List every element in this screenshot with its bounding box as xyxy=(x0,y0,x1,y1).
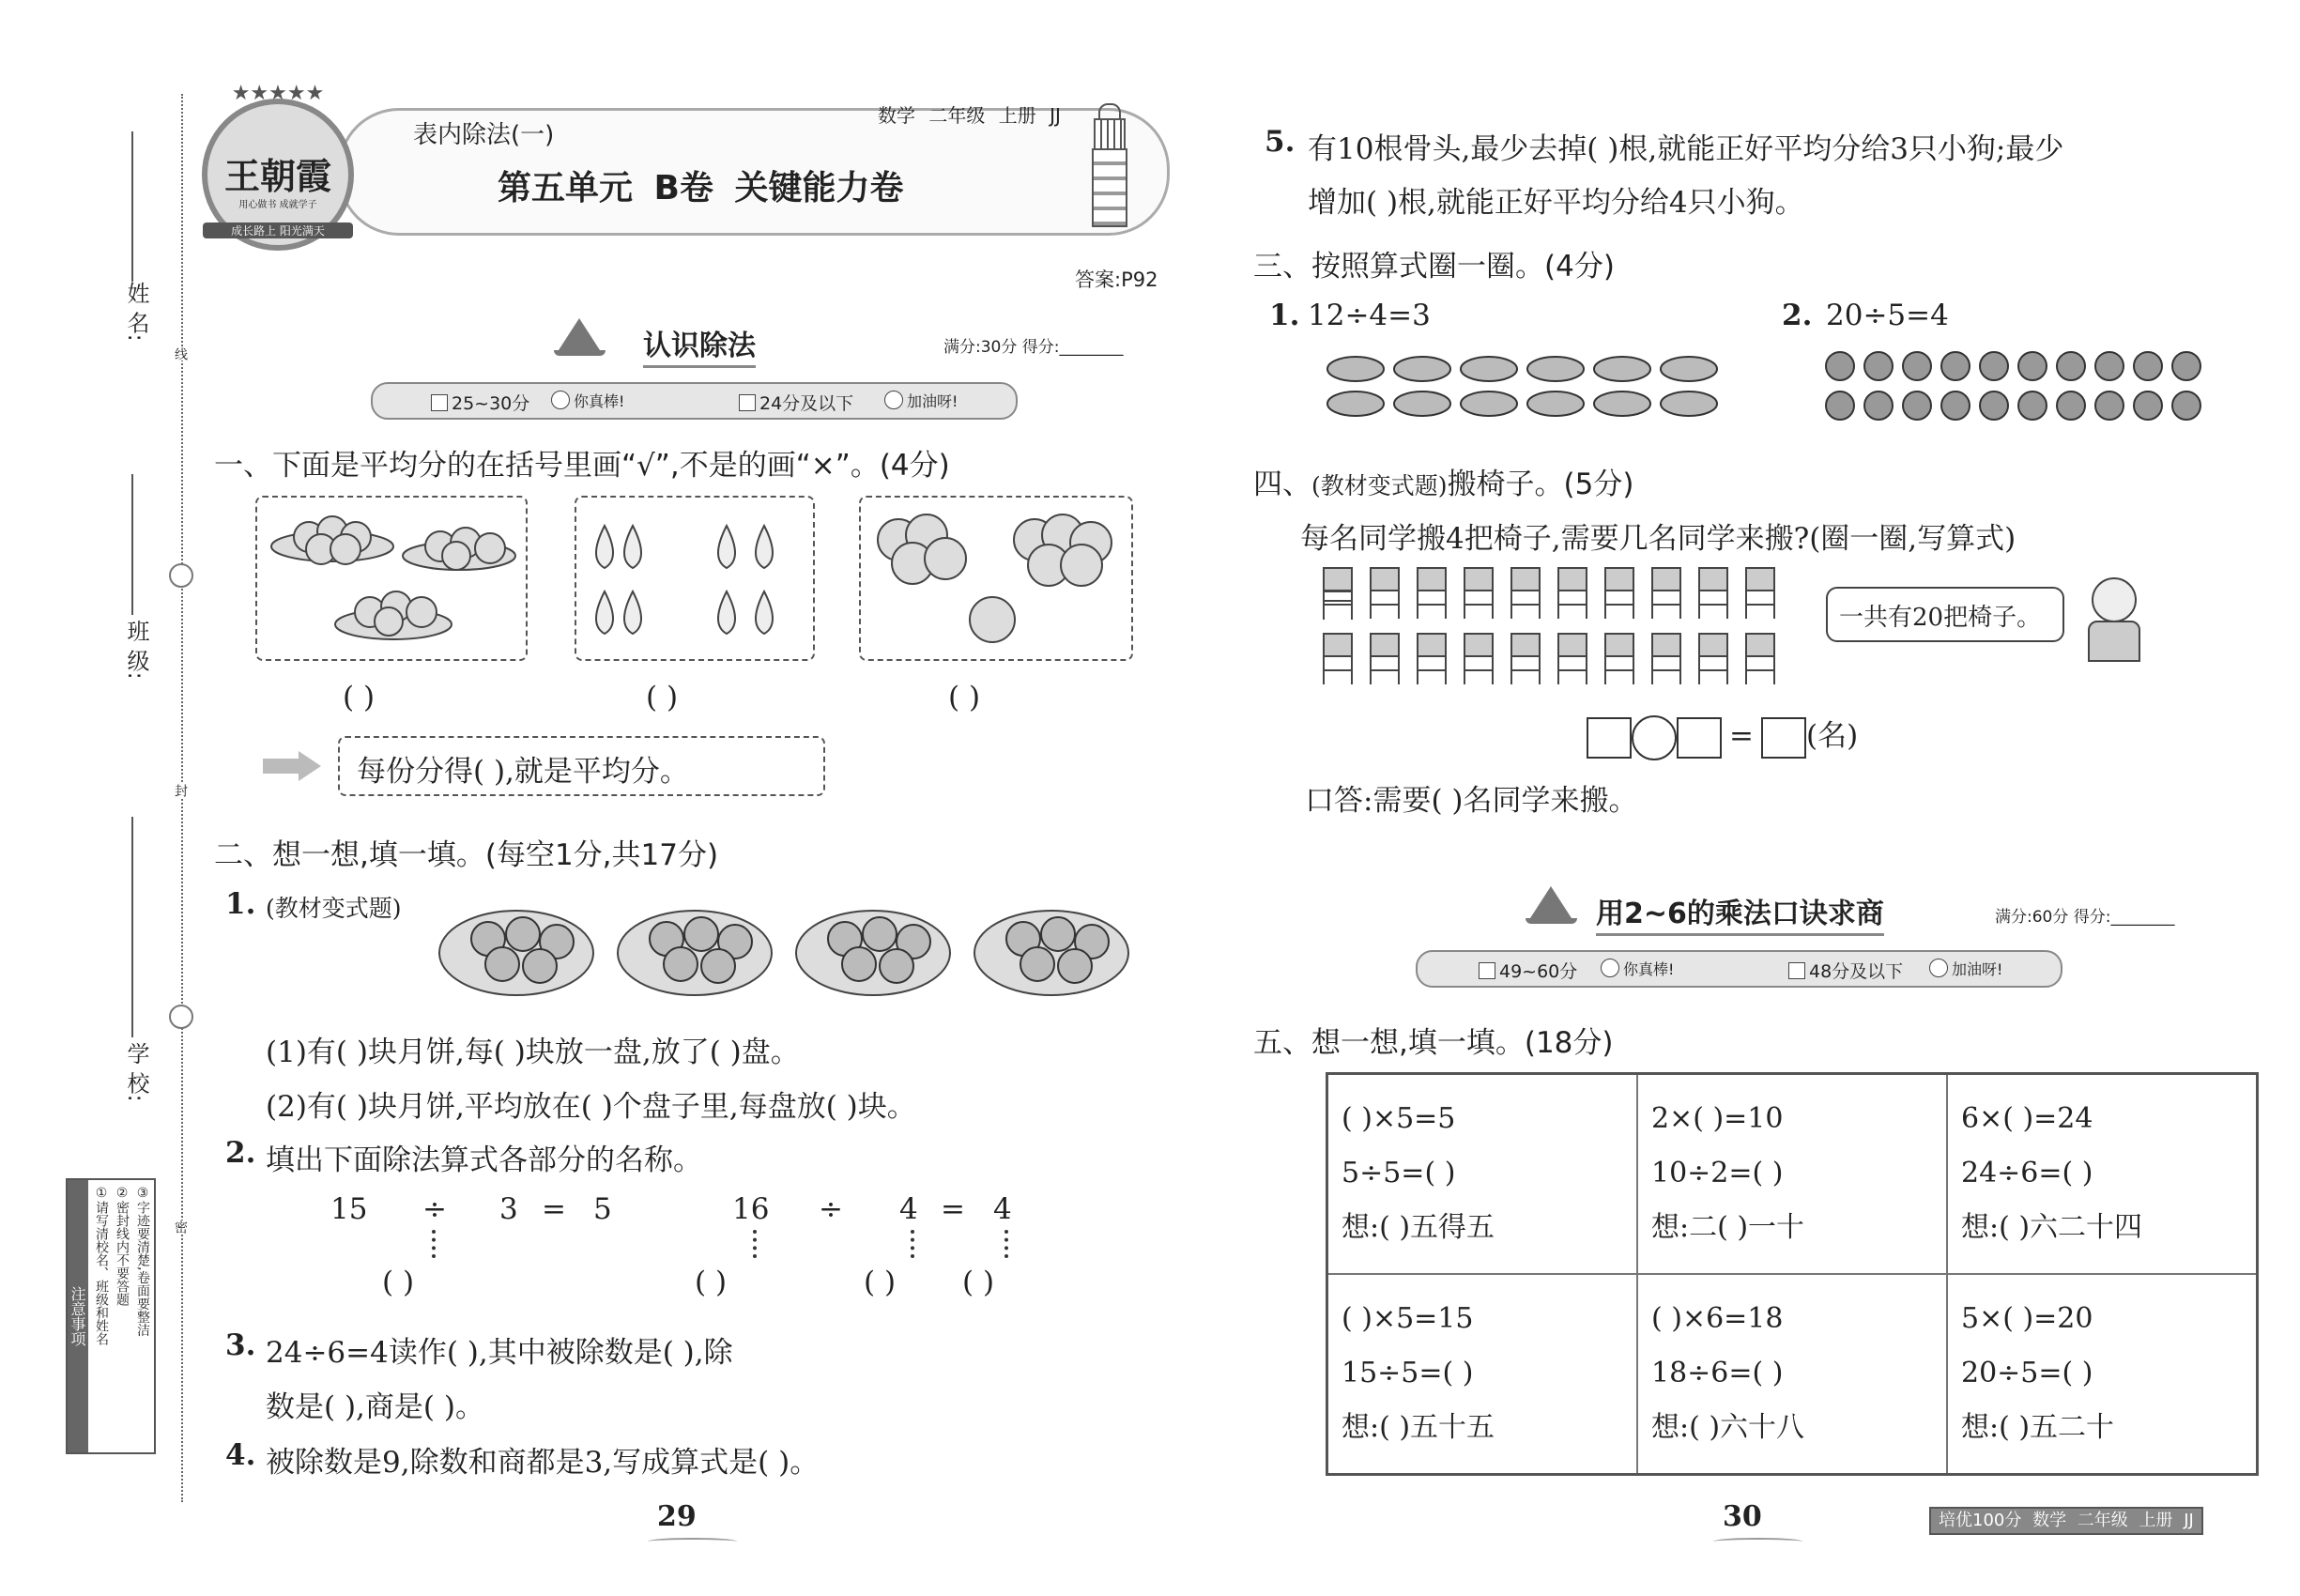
question-2-5b: 增加( )根,就能正好平均分给4只小狗。 xyxy=(1308,186,1804,220)
section-score: 满分:60分 得分:________ xyxy=(1995,908,2175,927)
item-number: 1. xyxy=(225,887,256,921)
question-5-title: 五、想一想,填一填。(18分) xyxy=(1253,1026,1614,1060)
rating-message: 你真棒! xyxy=(1623,960,1675,978)
equals-sign: = xyxy=(542,1192,566,1226)
cell-line: 2×( )=10 xyxy=(1651,1102,1784,1135)
section-title: 认识除法 xyxy=(643,322,756,368)
pears-image xyxy=(576,498,813,659)
note-item: ②密封线内不要答题 xyxy=(115,1186,130,1306)
apples-box xyxy=(255,496,528,661)
cheer-icon xyxy=(884,391,903,409)
question-2-1b: (2)有( )块月饼,平均放在( )个盘子里,每盘放( )块。 xyxy=(266,1090,916,1124)
punch-hole-icon xyxy=(169,563,193,588)
equals-sign: = xyxy=(1729,719,1754,753)
class-label: 班 级: xyxy=(123,620,149,680)
answer-ref: 答案:P92 xyxy=(1075,269,1158,291)
cut-mark-seal: 封 xyxy=(173,784,188,797)
rating-range: 48分及以下 xyxy=(1809,961,1904,982)
summary-text: 每份分得( ),就是平均分。 xyxy=(357,755,689,789)
rating-message: 加油呀! xyxy=(1952,960,2003,978)
smile-icon xyxy=(1601,959,1619,977)
cell-line: 24÷6=( ) xyxy=(1961,1157,2093,1189)
apples-plates-image xyxy=(257,498,526,659)
table-cell xyxy=(1327,1074,1638,1275)
header-banner xyxy=(197,82,1183,239)
class-field[interactable] xyxy=(131,474,133,615)
table-cell xyxy=(1637,1074,1947,1275)
rating-range: 49~60分 xyxy=(1499,961,1578,982)
rating-message: 加油呀! xyxy=(907,392,958,410)
rating-bar xyxy=(371,382,1018,420)
unit-label: (名) xyxy=(1805,719,1859,753)
question-2-1a: (1)有( )块月饼,每( )块放一盘,放了( )盘。 xyxy=(266,1036,800,1069)
brand-logo xyxy=(202,82,354,251)
page-number: 30 xyxy=(1723,1500,1762,1533)
cell-line: 15÷5=( ) xyxy=(1342,1357,1474,1389)
variant-tag: (教材变式题) xyxy=(1311,472,1448,499)
section-score: 满分:30分 得分:________ xyxy=(943,338,1124,357)
cell-line: 5÷5=( ) xyxy=(1342,1157,1456,1189)
cell-line: ( )×5=15 xyxy=(1342,1302,1474,1335)
cut-mark-close: 密 xyxy=(173,1220,188,1234)
rating-range: 24分及以下 xyxy=(759,393,854,414)
cell-line: 想:( )六二十四 xyxy=(1961,1211,2143,1244)
rating-bar xyxy=(1416,950,2062,988)
question-4-answer: 口答:需要( )名同学来搬。 xyxy=(1305,784,1638,818)
table-cell xyxy=(1637,1274,1947,1475)
item-number: 1. xyxy=(1269,299,1300,332)
variant-tag: (教材变式题) xyxy=(266,895,402,922)
lighthouse-icon xyxy=(1084,103,1131,225)
question-3-title: 三、按照算式圈一圈。(4分) xyxy=(1253,250,1615,284)
cell-line: 想:二( )一十 xyxy=(1651,1211,1805,1244)
footer-tag: 培优100分 数学 二年级 上册 JJ xyxy=(1929,1507,2203,1535)
brand-name: 王朝霞 xyxy=(223,155,331,197)
quotient: 4 xyxy=(993,1192,1012,1226)
speech-bubble xyxy=(1826,587,2064,642)
note-item: ③字迹要清楚,卷面要整洁 xyxy=(135,1186,150,1337)
rating-range: 25~30分 xyxy=(452,393,530,414)
div-sign: ÷ xyxy=(422,1192,447,1226)
fill-table xyxy=(1326,1072,2259,1476)
table-cell xyxy=(1947,1274,2258,1475)
number-box[interactable] xyxy=(1587,717,1632,759)
peaches-image xyxy=(861,498,1131,659)
cell-line: 想:( )五十五 xyxy=(1342,1411,1495,1444)
cell-line: ( )×5=5 xyxy=(1342,1102,1456,1135)
item-number: 2. xyxy=(1782,299,1813,332)
div-sign: ÷ xyxy=(819,1192,843,1226)
sailboat-icon xyxy=(559,318,600,350)
quotient: 5 xyxy=(593,1192,612,1226)
book-info: 数学 二年级 上册 JJ xyxy=(878,104,1061,127)
answer-blank[interactable]: ( ) xyxy=(343,681,376,714)
table-cell xyxy=(1947,1074,2258,1275)
summary-box xyxy=(338,736,825,796)
strawberries-image xyxy=(1823,347,2227,427)
division-eq-2 xyxy=(695,1192,1070,1305)
boy-icon xyxy=(2075,577,2150,662)
peaches-box xyxy=(859,496,1133,661)
brand-slogan: 用心做书 成就学子 xyxy=(238,200,317,210)
cell-line: 想:( )六十八 xyxy=(1651,1411,1805,1444)
smile-icon xyxy=(551,391,570,409)
table-cell xyxy=(1327,1274,1638,1475)
table-row xyxy=(1327,1274,2258,1475)
cell-line: 10÷2=( ) xyxy=(1651,1157,1784,1189)
checkbox[interactable] xyxy=(1788,962,1805,979)
dividend: 15 xyxy=(330,1192,368,1226)
stars-icon: ★★★★★ xyxy=(231,82,325,105)
question-2-3b: 数是( ),商是( )。 xyxy=(266,1390,484,1424)
question-2-title: 二、想一想,填一填。(每空1分,共17分) xyxy=(214,838,719,872)
bread-image xyxy=(1326,352,1729,422)
name-field[interactable] xyxy=(131,131,133,282)
sailboat-icon xyxy=(1530,886,1572,918)
section-header-2 xyxy=(1530,882,2225,929)
item-number: 5. xyxy=(1265,125,1296,159)
dividend: 16 xyxy=(732,1192,770,1226)
answer-blank[interactable]: ( ) xyxy=(695,1266,728,1299)
divisor: 4 xyxy=(899,1192,918,1226)
answer-blank[interactable]: ( ) xyxy=(962,1266,995,1299)
answer-blank[interactable]: ( ) xyxy=(646,681,679,714)
item-number: 4. xyxy=(225,1438,256,1472)
cell-line: 18÷6=( ) xyxy=(1651,1357,1784,1389)
mooncakes-image xyxy=(437,897,1159,1005)
divisor: 3 xyxy=(499,1192,518,1226)
cell-line: ( )×6=18 xyxy=(1651,1302,1784,1335)
notes-title: 注意事项 xyxy=(68,1180,88,1452)
cell-line: 想:( )五得五 xyxy=(1342,1211,1495,1244)
chairs-image xyxy=(1319,563,1793,695)
equation: 20÷5=4 xyxy=(1826,299,1949,332)
item-number: 2. xyxy=(225,1136,256,1170)
answer-blank[interactable]: ( ) xyxy=(948,681,981,714)
operator-circle[interactable] xyxy=(1632,715,1677,760)
cell-line: 想:( )五二十 xyxy=(1961,1411,2115,1444)
section-title: 用2~6的乘法口诀求商 xyxy=(1596,890,1884,936)
number-box[interactable] xyxy=(1761,717,1806,759)
bubble-text: 一共有20把椅子。 xyxy=(1839,604,2042,632)
school-label: 学 校: xyxy=(123,1042,149,1102)
arrow-icon xyxy=(263,759,300,774)
brand-ribbon: 成长路上 阳光满天 xyxy=(203,223,353,238)
binding-margin xyxy=(0,0,188,1596)
rating-message: 你真棒! xyxy=(574,392,625,410)
cut-mark-line: 线 xyxy=(173,347,188,361)
equation: 12÷4=3 xyxy=(1308,299,1431,332)
item-number: 3. xyxy=(225,1328,256,1362)
cheer-icon xyxy=(1929,959,1948,977)
question-1-title: 一、下面是平均分的在括号里画“√”,不是的画“×”。(4分) xyxy=(214,449,950,483)
unit-title: 第五单元 B卷 关键能力卷 xyxy=(498,169,904,207)
checkbox[interactable] xyxy=(431,394,448,411)
section-header-1 xyxy=(559,315,1178,361)
punch-hole-icon xyxy=(169,1005,193,1029)
notes-box xyxy=(66,1178,156,1454)
equation-boxes xyxy=(1587,712,1858,759)
question-4-prefix: 四、 xyxy=(1253,468,1311,501)
checkbox[interactable] xyxy=(739,394,756,411)
question-4-title: 搬椅子。(5分) xyxy=(1447,468,1634,501)
question-2-3a: 24÷6=4读作( ),其中被除数是( ),除 xyxy=(266,1336,733,1370)
checkbox[interactable] xyxy=(1479,962,1495,979)
division-eq-1 xyxy=(330,1192,631,1305)
number-box[interactable] xyxy=(1677,717,1722,759)
cell-line: 6×( )=24 xyxy=(1961,1102,2093,1135)
page-number: 29 xyxy=(657,1500,697,1533)
name-label: 姓 名: xyxy=(123,282,149,342)
topic-label: 表内除法(一) xyxy=(413,121,555,149)
note-item: ①请写清校名、班级和姓名 xyxy=(94,1186,109,1345)
equals-sign: = xyxy=(941,1192,965,1226)
answer-blank[interactable]: ( ) xyxy=(382,1266,415,1299)
school-field[interactable] xyxy=(131,817,133,1037)
answer-blank[interactable]: ( ) xyxy=(864,1266,897,1299)
cell-line: 20÷5=( ) xyxy=(1961,1357,2093,1389)
question-2-5a: 有10根骨头,最少去掉( )根,就能正好平均分给3只小狗;最少 xyxy=(1308,132,2064,166)
question-2-4: 被除数是9,除数和商都是3,写成算式是( )。 xyxy=(266,1446,820,1480)
cell-line: 5×( )=20 xyxy=(1961,1302,2093,1335)
table-row xyxy=(1327,1074,2258,1275)
question-2-2: 填出下面除法算式各部分的名称。 xyxy=(266,1143,702,1177)
question-4-text: 每名同学搬4把椅子,需要几名同学来搬?(圈一圈,写算式) xyxy=(1300,522,2016,556)
pears-box xyxy=(575,496,815,661)
